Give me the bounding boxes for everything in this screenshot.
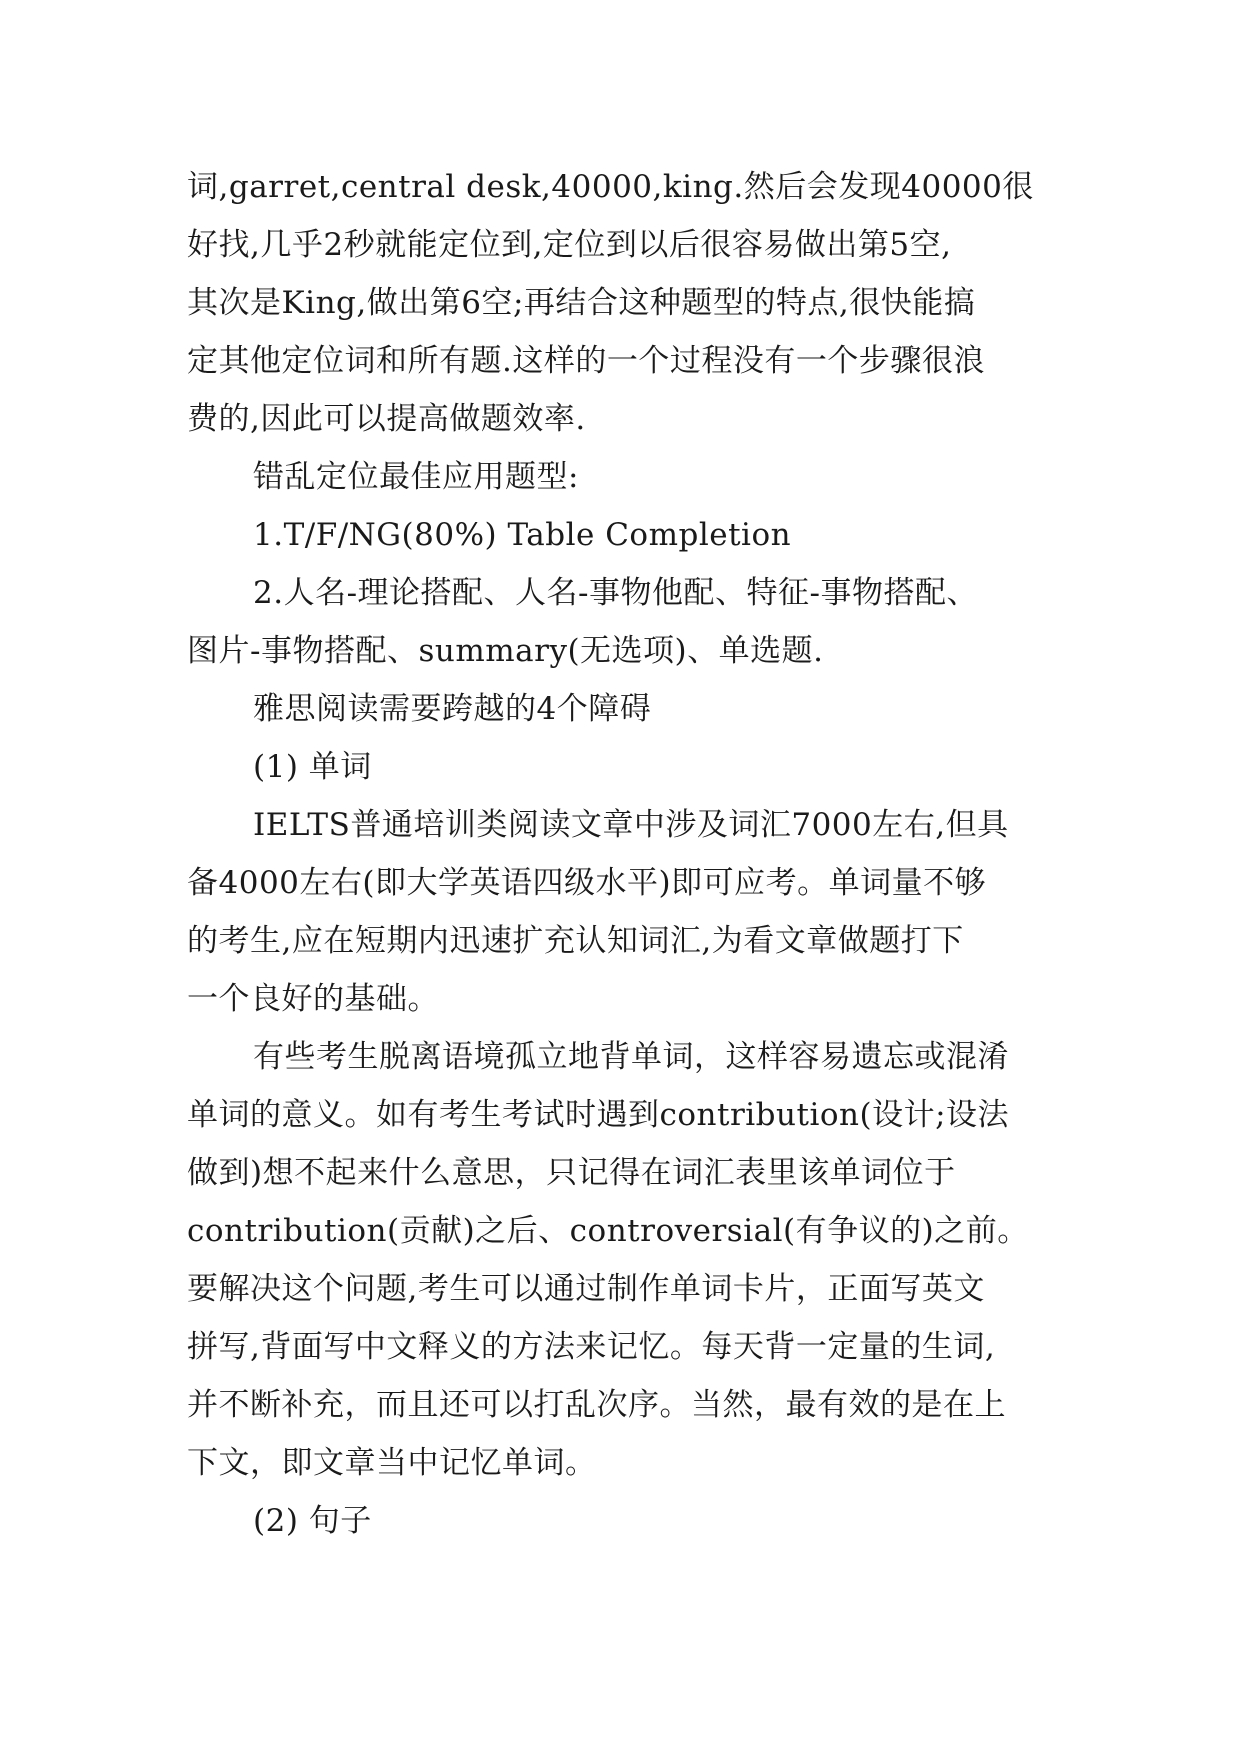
text-line: 有些考生脱离语境孤立地背单词，这样容易遗忘或混淆 (253, 1039, 1009, 1075)
text-line: contribution(贡献)之后、controversial(有争议的)之前。 (187, 1213, 1029, 1249)
text-line: 拼写,背面写中文释义的方法来记忆。每天背一定量的生词, (187, 1329, 996, 1365)
text-line: 词,garret,central desk,40000,king.然后会发现40000很 (187, 169, 1034, 205)
text-line: 费的,因此可以提高做题效率. (187, 401, 586, 437)
section-heading: 错乱定位最佳应用题型: (253, 459, 579, 495)
text-line: 定其他定位词和所有题.这样的一个过程没有一个步骤很浪 (187, 343, 985, 379)
text-line: IELTS普通培训类阅读文章中涉及词汇7000左右,但具 (253, 807, 1009, 843)
text-line: 一个良好的基础。 (187, 981, 439, 1017)
document-body (187, 158, 1067, 1550)
text-line: 好找,几乎2秒就能定位到,定位到以后很容易做出第5空, (187, 227, 952, 263)
subsection-heading: (1) 单词 (253, 749, 372, 785)
list-item: 2.人名-理论搭配、人名-事物他配、特征-事物搭配、 (253, 575, 978, 611)
text-line: 图片-事物搭配、summary(无选项)、单选题. (187, 633, 824, 669)
text-line: 单词的意义。如有考生考试时遇到contribution(设计;设法 (187, 1097, 1010, 1133)
text-line: 备4000左右(即大学英语四级水平)即可应考。单词量不够 (187, 865, 987, 901)
subsection-heading: (2) 句子 (253, 1503, 372, 1539)
text-line: 做到)想不起来什么意思，只记得在词汇表里该单词位于 (187, 1155, 956, 1191)
text-line: 并不断补充，而且还可以打乱次序。当然，最有效的是在上 (187, 1387, 1006, 1423)
text-line: 下文，即文章当中记忆单词。 (187, 1445, 597, 1481)
list-item: 1.T/F/NG(80%) Table Completion (253, 517, 792, 553)
text-line: 其次是King,做出第6空;再结合这种题型的特点,很快能搞 (187, 285, 976, 321)
section-heading: 雅思阅读需要跨越的4个障碍 (253, 691, 652, 727)
text-line: 的考生,应在短期内迅速扩充认知词汇,为看文章做题打下 (187, 923, 964, 959)
text-line: 要解决这个问题,考生可以通过制作单词卡片，正面写英文 (187, 1271, 985, 1307)
